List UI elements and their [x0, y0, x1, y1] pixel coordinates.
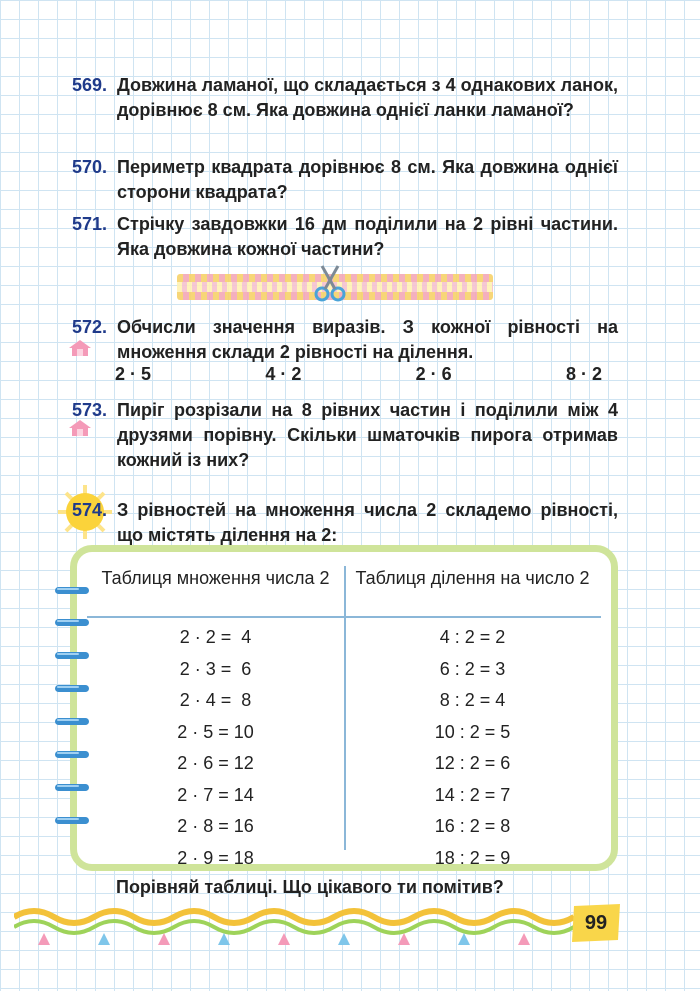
task-text: Пиріг розрізали на 8 рівних частин і поділили між 4 друзями порівну. Скільки шматочків пирога отримав кожний із них? [117, 400, 618, 470]
table-row: 2 · 7 = 14 [177, 784, 254, 805]
notebook-ring-icon [55, 749, 89, 760]
scissors-icon [308, 262, 352, 306]
page-number: 99 [584, 912, 608, 934]
task-number: 572. [72, 317, 108, 337]
notebook-ring-icon [55, 585, 89, 596]
table-row: 2 · 9 = 18 [177, 847, 254, 868]
table-row: 2 · 2 = 4 [179, 627, 252, 647]
task-text: З рівностей на множення числа 2 складемо рівності, що містять ділення на 2: [117, 500, 618, 545]
task-number: 571. [72, 214, 108, 234]
table-row: 2 · 4 = 8 [179, 690, 252, 710]
expression: 4 · 2 [265, 364, 302, 384]
task-573 [72, 398, 618, 473]
division-table [344, 560, 601, 614]
task-571 [72, 212, 618, 262]
notebook-ring-icon [55, 716, 89, 727]
table-row: 16 : 2 = 8 [434, 816, 511, 836]
table-row: 2 · 3 = 6 [179, 658, 252, 679]
task-text: Стрічку завдовжки 16 дм поділили на 2 рівні частини. Яка довжина кожної частини? [117, 214, 618, 259]
task-number: 569. [72, 75, 108, 95]
expression: 2 · 5 [115, 364, 152, 384]
multiplication-table [87, 560, 344, 614]
table-row: 8 : 2 = 4 [439, 690, 506, 710]
task-number: 570. [72, 157, 108, 177]
task-text: Периметр квадрата дорівнює 8 см. Яка довжина однієї сторони квадрата? [117, 157, 618, 202]
task-570 [72, 155, 618, 205]
table-row: 14 : 2 = 7 [434, 784, 511, 805]
notebook-ring-icon [55, 815, 89, 826]
task-number: 573. [72, 400, 108, 420]
garland-decoration [14, 897, 574, 947]
table-row: 18 : 2 = 9 [434, 847, 511, 868]
expressions-row [115, 364, 602, 385]
notebook-ring-icon [55, 650, 89, 661]
tables-card [70, 545, 618, 871]
notebook-ring-icon [55, 683, 89, 694]
expression: 8 · 2 [565, 364, 602, 384]
task-number: 574. [72, 500, 108, 520]
table-row: 2 · 6 = 12 [177, 753, 254, 773]
division-table-header: Таблиця ділення на число 2 [355, 568, 590, 588]
table-row: 6 : 2 = 3 [439, 658, 506, 679]
task-574 [72, 498, 618, 548]
task-text: Обчисли значення виразів. З кожної рівності на множення склади 2 рівності на ділення. [117, 317, 618, 362]
task-569 [72, 73, 618, 123]
multiplication-table-header: Таблиця множення числа 2 [101, 568, 330, 588]
task-572 [72, 315, 618, 365]
table-row: 2 · 5 = 10 [177, 721, 254, 742]
table-row: 2 · 8 = 16 [177, 816, 254, 836]
footer-question: Порівняй таблиці. Що цікавого ти помітив? [116, 877, 504, 897]
page-number-badge [568, 900, 624, 946]
expression: 2 · 6 [415, 364, 452, 384]
task-text: Довжина ламаної, що складається з 4 однакових ланок, дорівнює 8 см. Яка довжина однієї ланки ламаної? [117, 75, 618, 120]
table-row: 4 : 2 = 2 [439, 627, 506, 647]
notebook-ring-icon [55, 617, 89, 628]
table-row: 10 : 2 = 5 [434, 721, 511, 742]
notebook-ring-icon [55, 782, 89, 793]
table-row: 12 : 2 = 6 [434, 753, 511, 773]
